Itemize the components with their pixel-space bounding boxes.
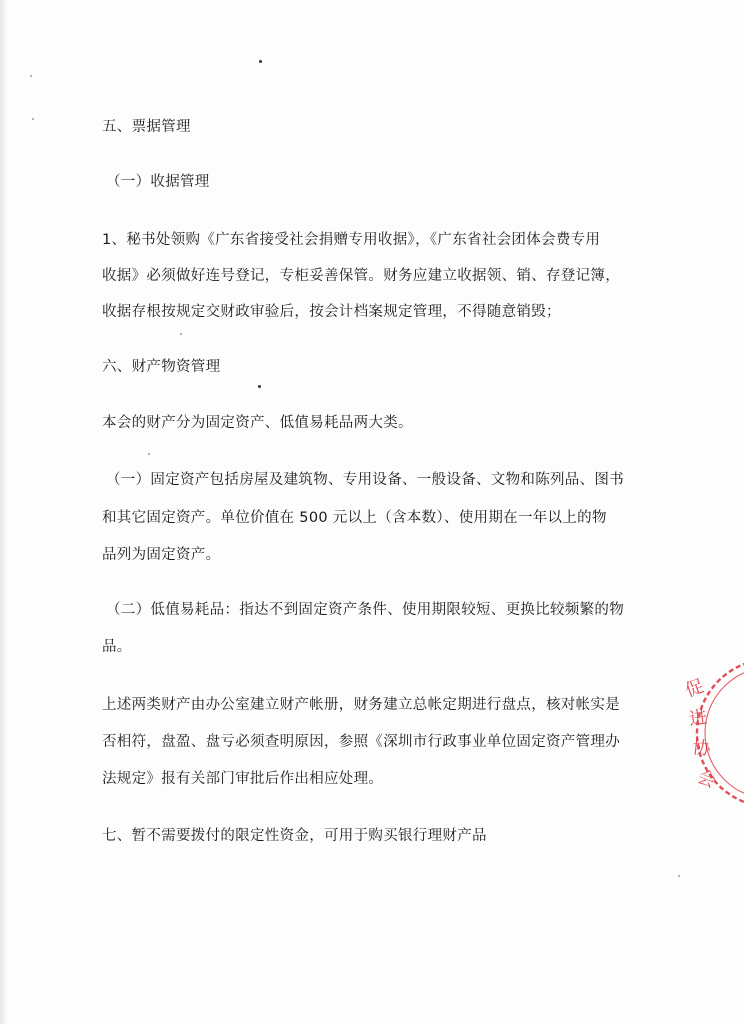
paragraph-line: 本会的财产分为固定资产、低值易耗品两大类。 (102, 415, 413, 431)
paragraph-line: 品。 (102, 639, 132, 655)
paragraph-line: 法规定》报有关部门审批后作出相应处理。 (102, 771, 384, 787)
scan-edge-shadow (0, 0, 8, 1024)
subsection-heading-receipts: （一）收据管理 (106, 174, 210, 190)
seal-char: 会 (694, 766, 719, 793)
section-heading-seven: 七、暂不需要拨付的限定性资金，可用于购买银行理财产品 (102, 828, 487, 844)
section-heading-five: 五、票据管理 (102, 119, 191, 135)
section-heading-six: 六、财产物资管理 (102, 359, 221, 375)
paragraph-line: 和其它固定资产。单位价值在 500 元以上（含本数）、使用期在一年以上的物 (102, 510, 607, 526)
paragraph-line: （二）低值易耗品：指达不到固定资产条件、使用期限较短、更换比较频繁的物 (106, 602, 624, 618)
paragraph-line: 1、秘书处领购《广东省接受社会捐赠专用收据》，《广东省社会团体会费专用 (102, 232, 601, 248)
scan-speck (180, 333, 182, 335)
seal-char: 促 (682, 675, 707, 702)
red-seal-stamp (676, 655, 744, 815)
scan-speck (30, 75, 32, 77)
seal-char: 进 (687, 706, 709, 730)
paragraph-line: 上述两类财产由办公室建立财产帐册，财务建立总帐定期进行盘点，核对帐实是 (102, 697, 620, 713)
scan-speck (32, 118, 34, 120)
paragraph-line: 收据》必须做好连号登记，专柜妥善保管。财务应建立收据领、销、存登记簿， (102, 268, 620, 284)
paragraph-line: （一）固定资产包括房屋及建筑物、专用设备、一般设备、文物和陈列品、图书 (106, 472, 624, 488)
scan-speck (259, 60, 262, 63)
paragraph-line: 品列为固定资产。 (102, 547, 221, 563)
paragraph-line: 收据存根按规定交财政审验后，按会计档案规定管理，不得随意销毁； (102, 304, 561, 320)
scan-speck (148, 453, 150, 455)
scan-speck (258, 385, 261, 388)
seal-char: 协 (691, 737, 712, 760)
scan-speck (678, 875, 680, 877)
paragraph-line: 否相符，盘盈、盘亏必须查明原因，参照《深圳市行政事业单位固定资产管理办 (102, 734, 620, 750)
